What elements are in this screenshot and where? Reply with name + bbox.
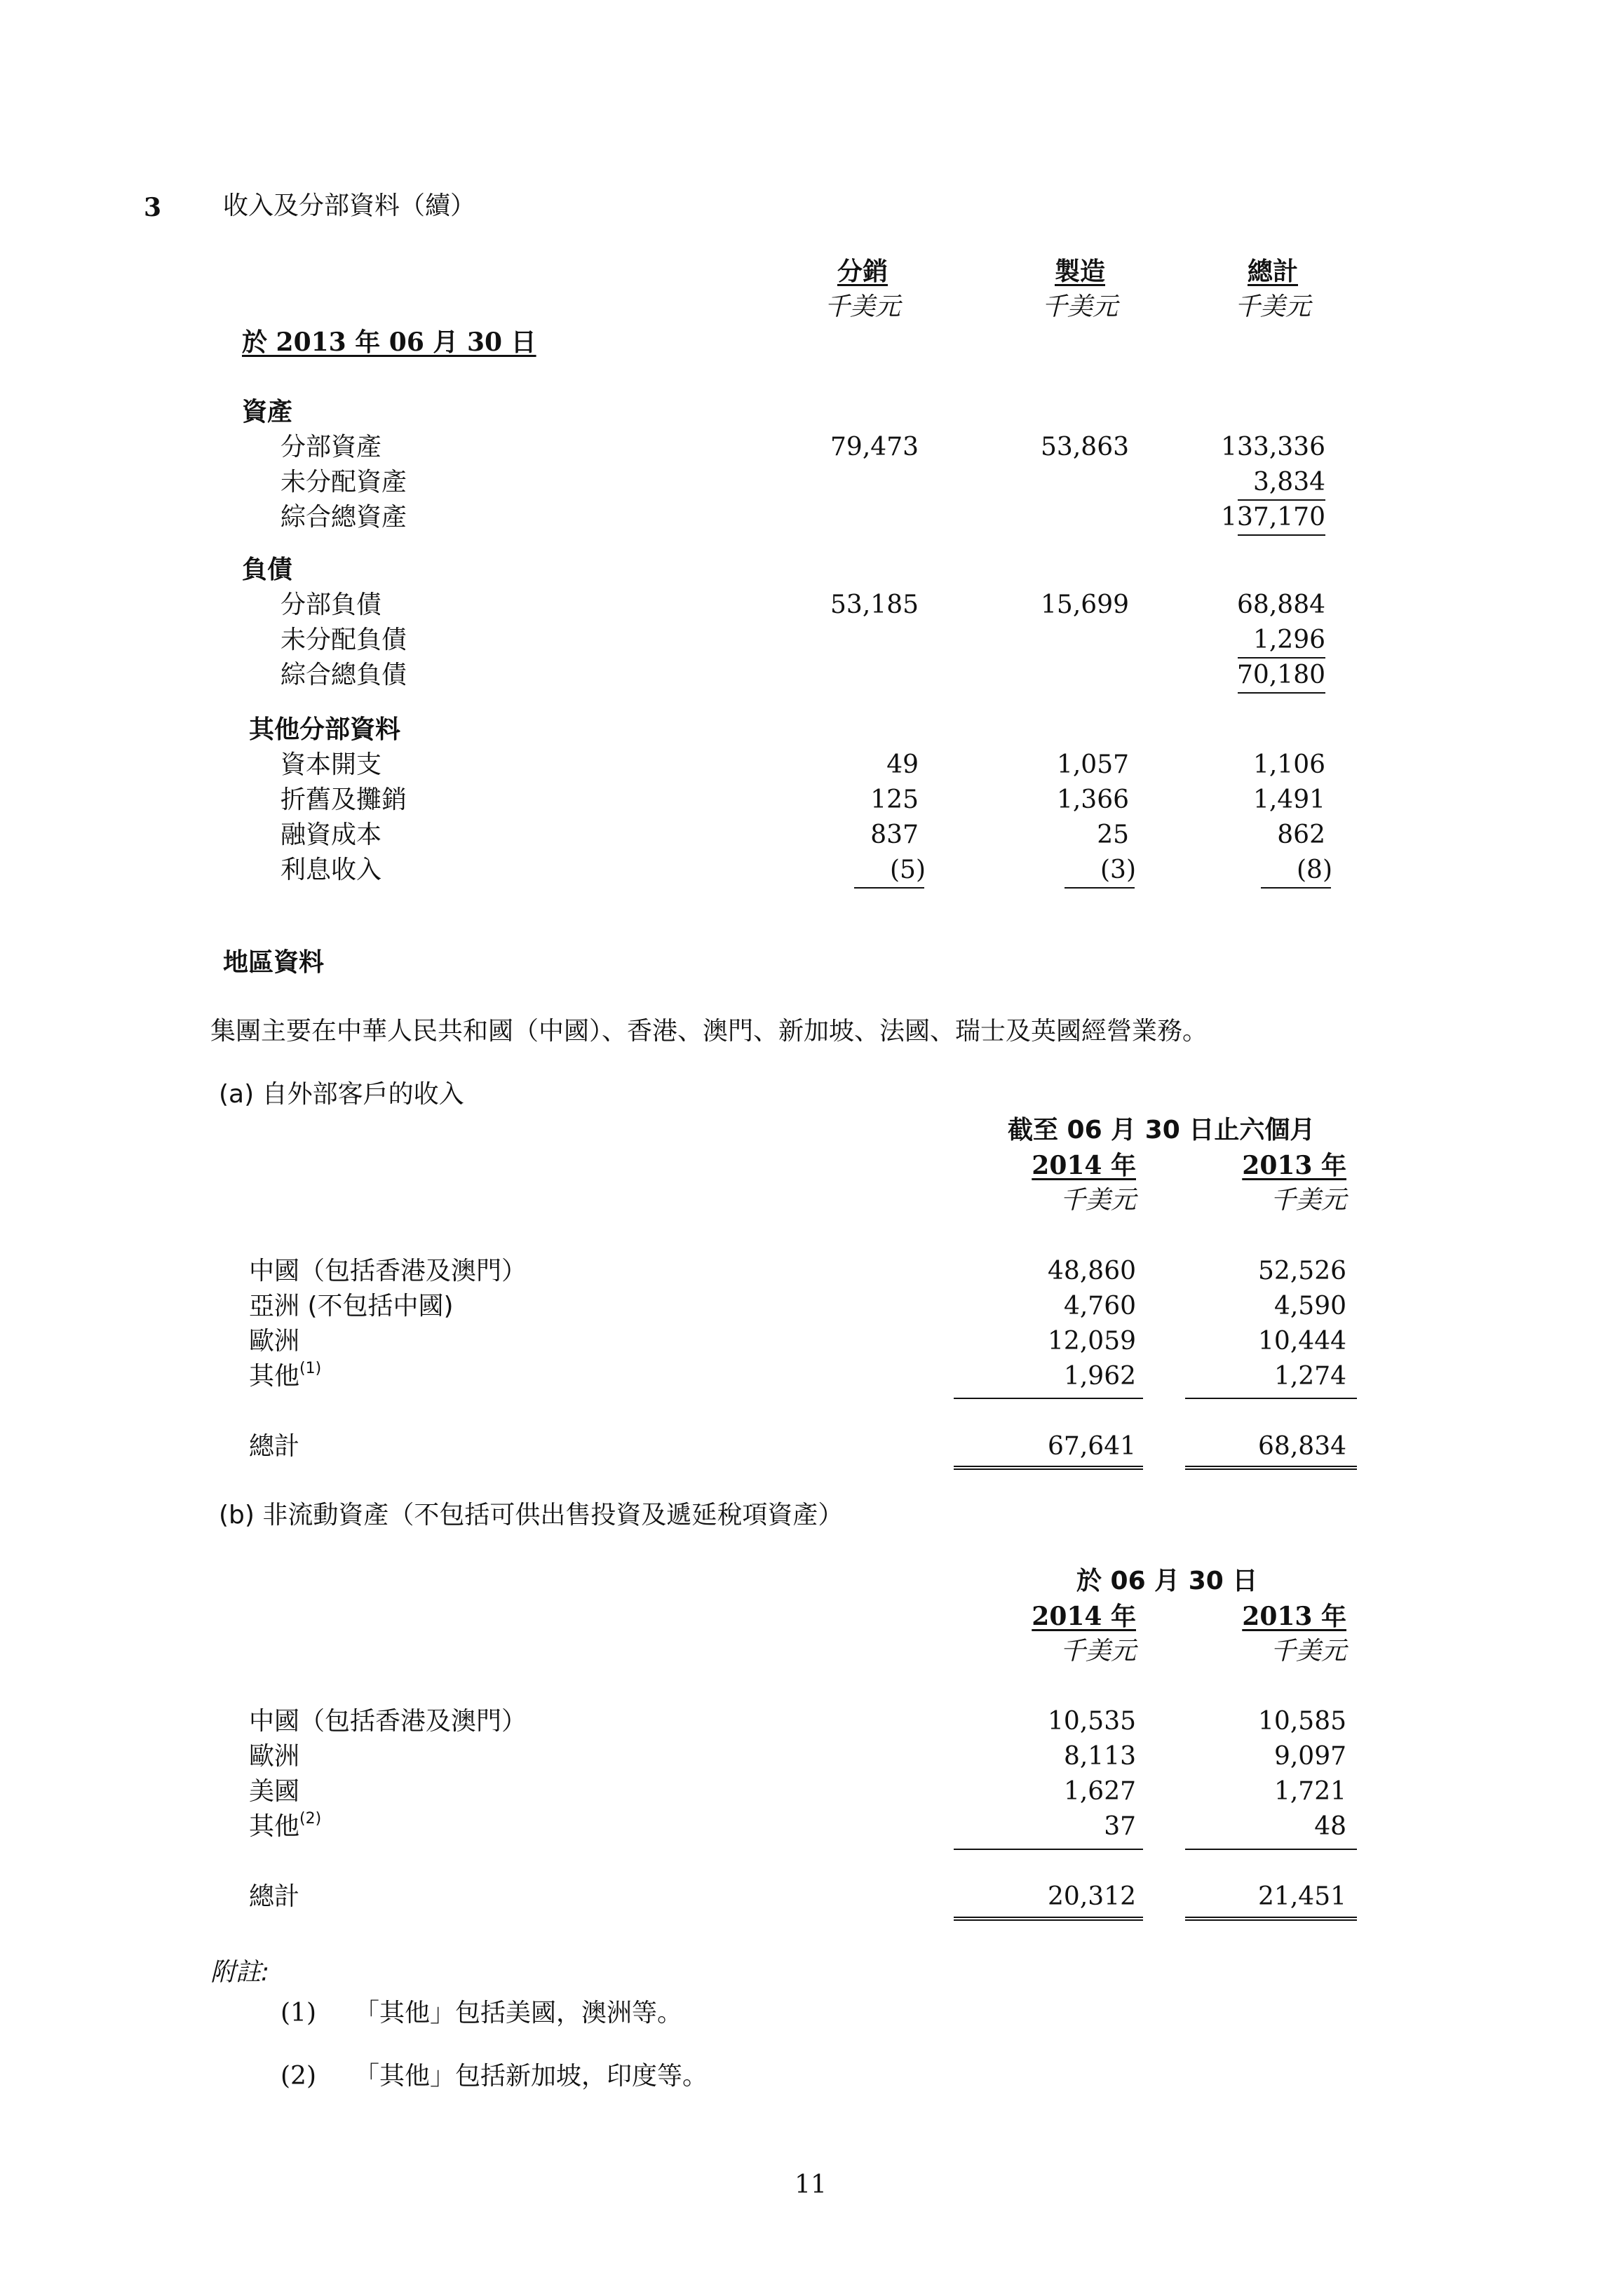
subtotal-rule	[954, 1398, 1143, 1399]
cell-value: 79,473	[830, 433, 919, 461]
revenue-period: 截至 06 月 30 日止六個月	[1008, 1116, 1316, 1144]
row-label: 綜合總資產	[281, 503, 407, 532]
revenue-year-2013: 2013 年	[1242, 1151, 1346, 1180]
cell-value: 837	[870, 821, 919, 849]
assets-heading: 資產	[242, 398, 293, 426]
total-value: 68,834	[1258, 1432, 1346, 1461]
total-value: 21,451	[1258, 1882, 1346, 1911]
row-label: 歐洲	[249, 1742, 300, 1771]
value-underline	[1065, 887, 1135, 889]
noncurrent-year-2013: 2013 年	[1242, 1602, 1346, 1631]
total-label: 總計	[249, 1432, 300, 1461]
total-double-rule	[954, 1466, 1143, 1470]
cell-value: 8,113	[1063, 1742, 1136, 1771]
total-value: 20,312	[1048, 1882, 1136, 1911]
section-number: 3	[144, 193, 162, 222]
noncurrent-period: 於 06 月 30 日	[1076, 1567, 1258, 1595]
cell-value: 133,336	[1221, 433, 1325, 461]
total-double-rule	[1185, 1466, 1357, 1470]
row-label: 綜合總負債	[281, 661, 407, 689]
row-label: 未分配負債	[281, 626, 407, 654]
subtotal-rule	[1185, 1398, 1357, 1399]
note-text: 「其他」包括新加坡，印度等。	[354, 2062, 708, 2091]
noncurrent-table-label: (b) 非流動資產（不包括可供出售投資及遞延稅項資產）	[219, 1501, 844, 1529]
cell-value: 1,274	[1273, 1362, 1346, 1391]
cell-value: 1,721	[1273, 1777, 1346, 1806]
subtotal-underline	[1238, 499, 1325, 501]
cell-value: 48,860	[1048, 1257, 1136, 1285]
noncurrent-year-2014: 2014 年	[1032, 1602, 1136, 1631]
row-label: 美國	[249, 1777, 300, 1806]
subtotal-rule	[954, 1849, 1143, 1850]
revenue-table-label: (a) 自外部客戶的收入	[219, 1080, 464, 1109]
row-label: 資本開支	[281, 750, 382, 779]
section-title: 收入及分部資料（續）	[223, 191, 476, 220]
cell-value: 37	[1104, 1812, 1136, 1841]
subtotal-underline	[1238, 657, 1325, 659]
cell-value: 53,185	[830, 590, 919, 619]
cell-value: 1,057	[1056, 750, 1129, 779]
cell-value: 1,296	[1252, 626, 1325, 654]
row-label-text: 其他	[249, 1362, 300, 1391]
noncurrent-unit-2013: 千美元	[1270, 1637, 1346, 1666]
cell-value: 68,884	[1237, 590, 1325, 619]
cell-value: 125	[870, 785, 919, 814]
row-label: 中國（包括香港及澳門）	[249, 1257, 527, 1285]
row-label: 未分配資產	[281, 468, 407, 497]
note-text: 「其他」包括美國，澳洲等。	[354, 1999, 683, 2027]
row-label: 分部負債	[281, 590, 382, 619]
other-heading: 其他分部資料	[249, 715, 401, 744]
total-label: 總計	[249, 1882, 300, 1911]
column-header-manufacturing: 製造	[1054, 257, 1105, 286]
cell-value: (5)	[890, 856, 926, 884]
liabilities-heading: 負債	[242, 555, 293, 584]
cell-value: 15,699	[1041, 590, 1129, 619]
row-label: 分部資產	[281, 433, 382, 461]
column-unit-total: 千美元	[1234, 292, 1311, 321]
cell-value: 1,106	[1252, 750, 1325, 779]
total-value: 67,641	[1048, 1432, 1136, 1461]
cell-value: 70,180	[1237, 661, 1325, 689]
note-number: (2)	[281, 2062, 316, 2091]
cell-value: (8)	[1297, 856, 1332, 884]
cell-value: 10,535	[1048, 1707, 1136, 1736]
column-header-total: 總計	[1247, 257, 1298, 286]
geo-intro: 集團主要在中華人民共和國（中國）、香港、澳門、新加坡、法國、瑞士及英國經營業務。	[210, 1017, 1208, 1046]
footnote-ref: (2)	[299, 1810, 322, 1828]
cell-value: 1,491	[1252, 785, 1325, 814]
table-date-label: 於 2013 年 06 月 30 日	[242, 327, 536, 357]
revenue-unit-2014: 千美元	[1060, 1186, 1136, 1215]
cell-value: 10,585	[1258, 1707, 1346, 1736]
cell-value: 48	[1314, 1812, 1346, 1841]
cell-value: 3,834	[1252, 468, 1325, 497]
cell-value: 52,526	[1258, 1257, 1346, 1285]
revenue-unit-2013: 千美元	[1270, 1186, 1346, 1215]
note-number: (1)	[281, 1999, 316, 2027]
row-label: 融資成本	[281, 821, 382, 849]
cell-value: (3)	[1100, 856, 1136, 884]
cell-value: 12,059	[1048, 1327, 1136, 1356]
notes-heading: 附註:	[210, 1958, 270, 1987]
cell-value: 9,097	[1273, 1742, 1346, 1771]
cell-value: 1,366	[1056, 785, 1129, 814]
column-unit-distribution: 千美元	[824, 292, 900, 321]
value-underline	[854, 887, 924, 889]
cell-value: 53,863	[1041, 433, 1129, 461]
cell-value: 4,590	[1273, 1292, 1346, 1321]
cell-value: 137,170	[1221, 503, 1325, 532]
row-label: 亞洲 (不包括中國)	[249, 1292, 454, 1321]
cell-value: 4,760	[1063, 1292, 1136, 1321]
row-label	[249, 1360, 322, 1391]
page-number: 11	[795, 2170, 827, 2199]
column-unit-manufacturing: 千美元	[1041, 292, 1118, 321]
row-label: 折舊及攤銷	[281, 785, 407, 814]
row-label	[249, 1810, 322, 1841]
value-underline	[1261, 887, 1331, 889]
geo-heading: 地區資料	[223, 948, 325, 977]
cell-value: 49	[886, 750, 919, 779]
cell-value: 25	[1097, 821, 1129, 849]
subtotal-rule	[1185, 1849, 1357, 1850]
total-underline	[1238, 692, 1325, 694]
noncurrent-unit-2014: 千美元	[1060, 1637, 1136, 1666]
footnote-ref: (1)	[299, 1360, 322, 1377]
cell-value: 1,627	[1063, 1777, 1136, 1806]
row-label: 歐洲	[249, 1327, 300, 1356]
cell-value: 862	[1277, 821, 1325, 849]
cell-value: 10,444	[1258, 1327, 1346, 1356]
revenue-year-2014: 2014 年	[1032, 1151, 1136, 1180]
total-underline	[1238, 534, 1325, 536]
total-double-rule	[954, 1917, 1143, 1921]
row-label-text: 其他	[249, 1812, 300, 1841]
cell-value: 1,962	[1063, 1362, 1136, 1391]
total-double-rule	[1185, 1917, 1357, 1921]
column-header-distribution: 分銷	[837, 257, 888, 286]
row-label: 中國（包括香港及澳門）	[249, 1707, 527, 1736]
row-label: 利息收入	[281, 856, 382, 884]
